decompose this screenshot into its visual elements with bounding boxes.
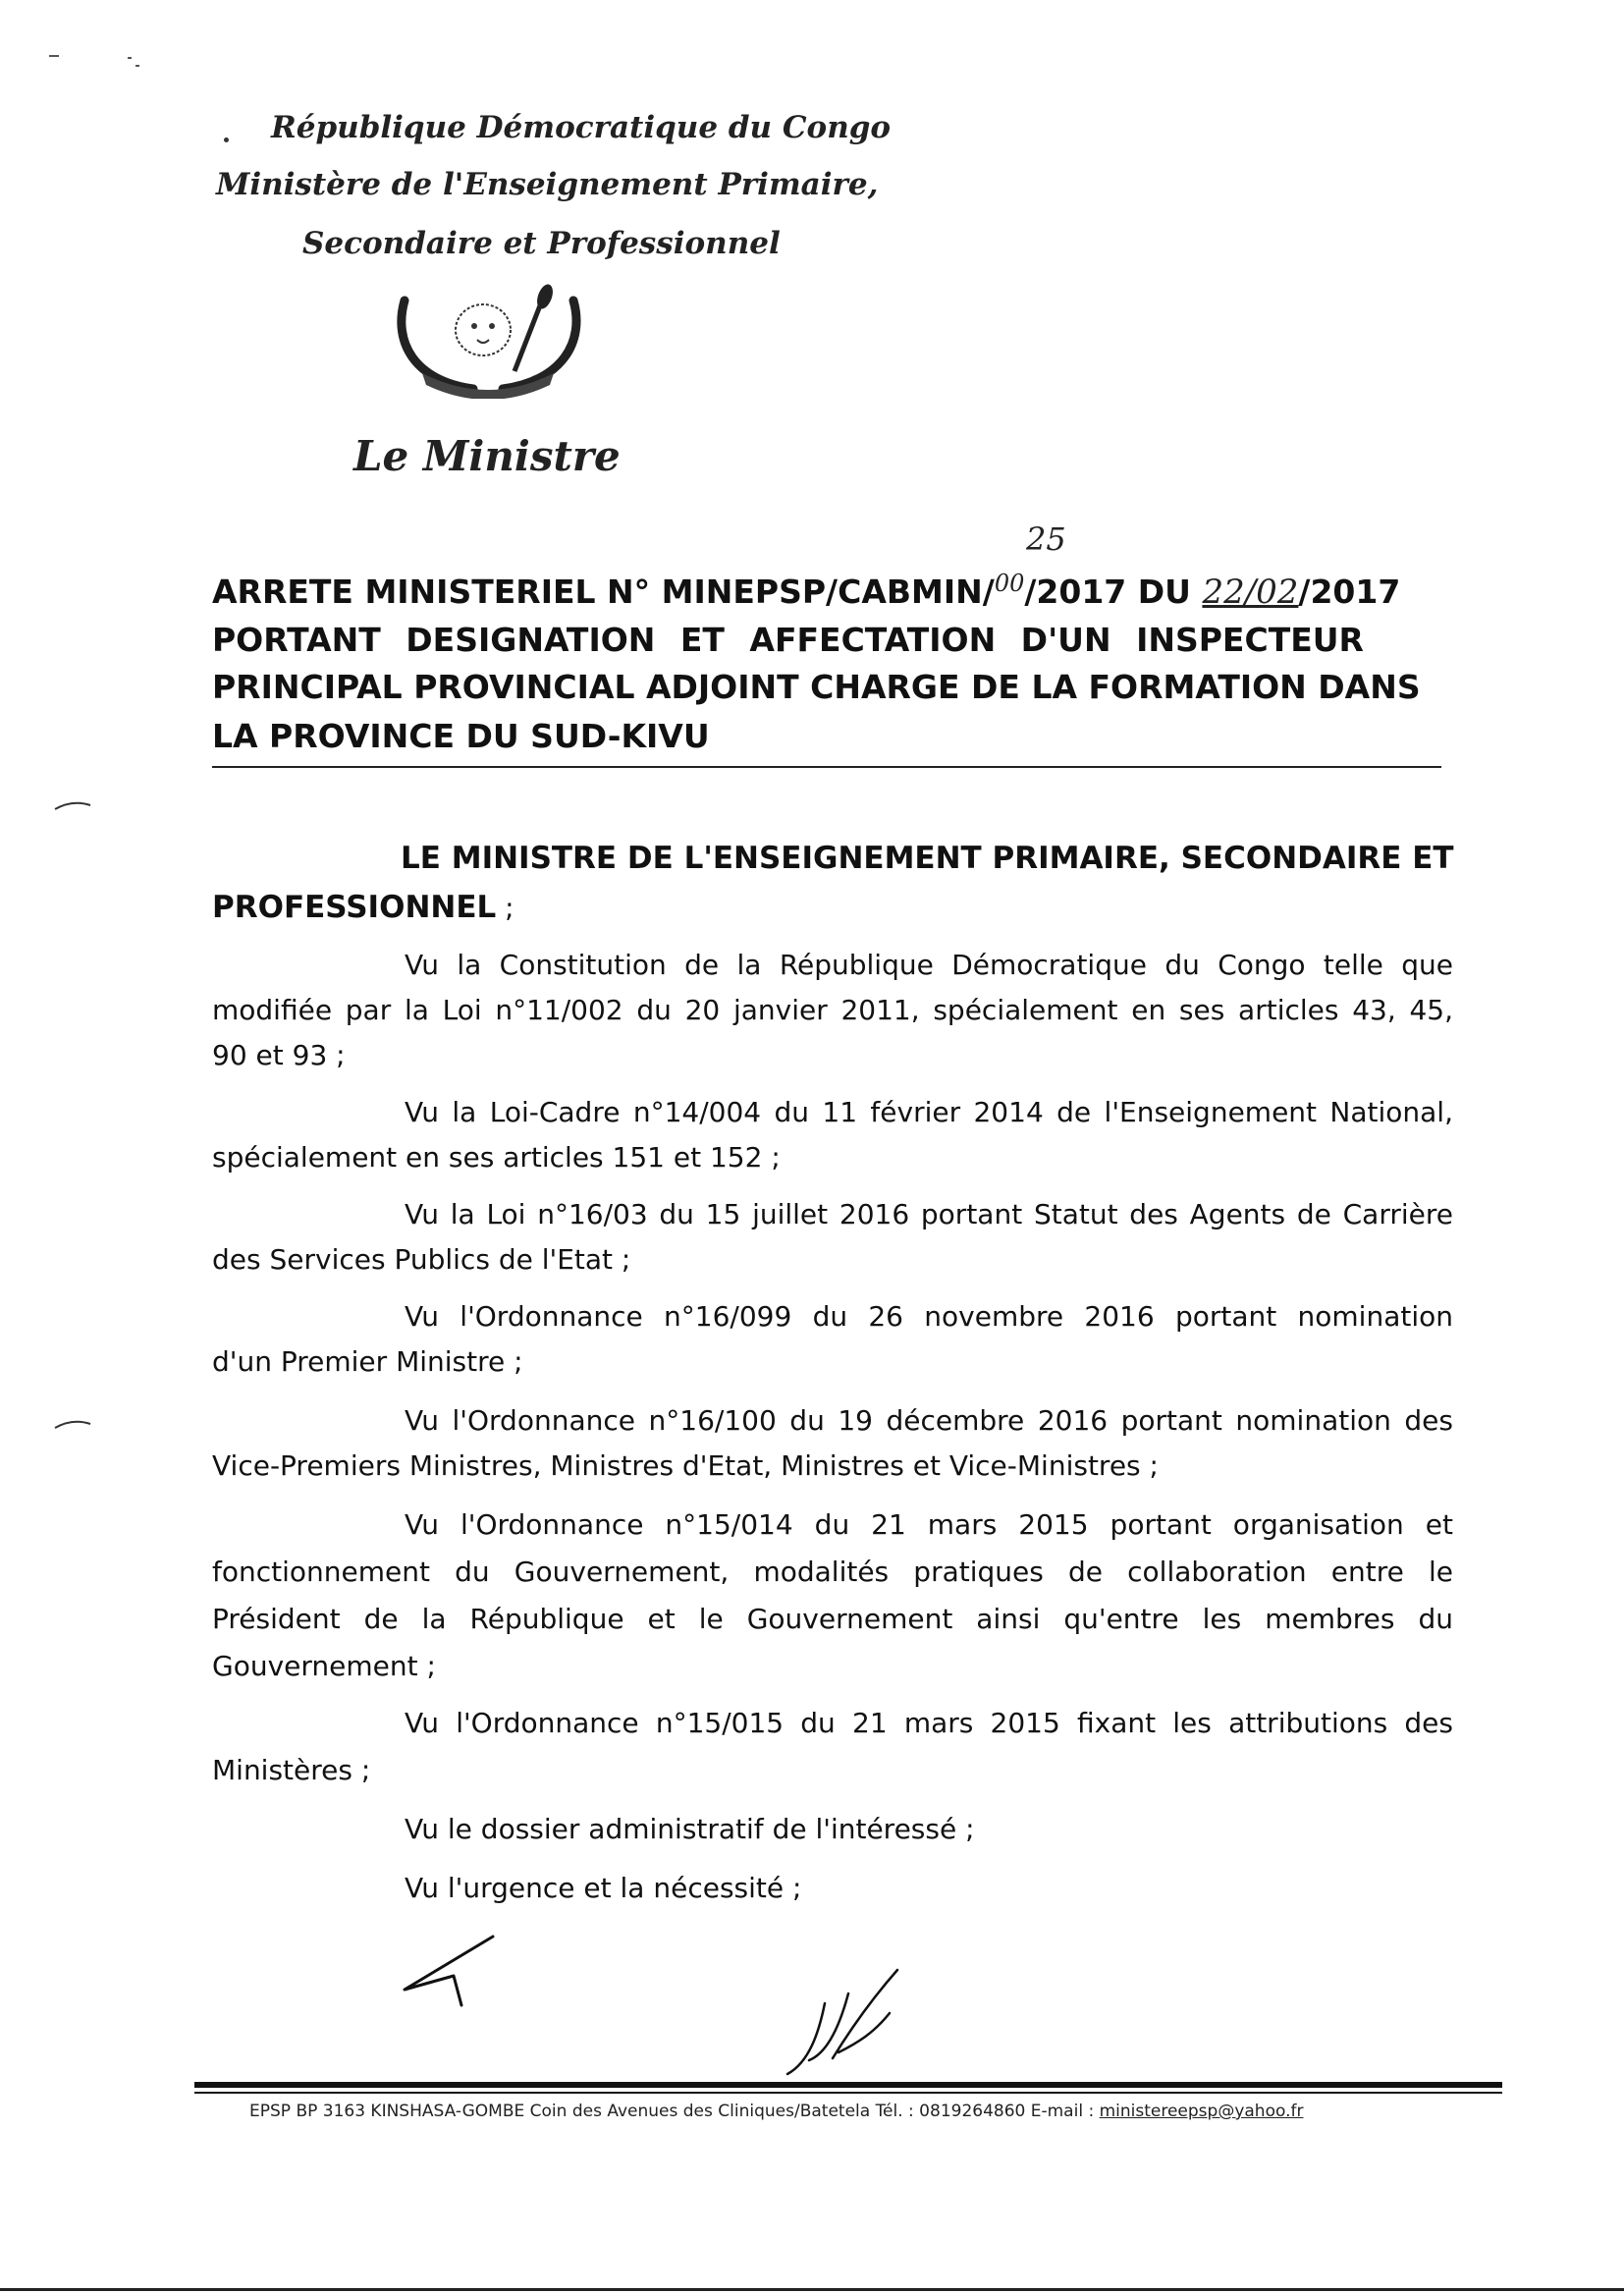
footer-rule [194,2082,1502,2088]
paragraph-loi-cadre-line-2: spécialement en ses articles 151 et 152 ; [212,1141,781,1174]
decree-title-line-3: PRINCIPAL PROVINCIAL ADJOINT CHARGE DE LA FORMATION DANS [212,668,1421,706]
paragraph-ordonnance-100-line-2: Vice-Premiers Ministres, Ministres d'Etat, Ministres et Vice-Ministres ; [212,1449,1159,1482]
scan-speck [135,65,139,67]
paragraph-statut-line-1: Vu la Loi n°16/03 du 15 juillet 2016 portant Statut des Agents de Carrière [405,1198,1453,1230]
footer-email-link[interactable]: ministereepsp@yahoo.fr [1099,2102,1304,2121]
paragraph-ordonnance-015-line-2: Ministères ; [212,1754,371,1786]
page-bottom-edge [0,2288,1624,2291]
coat-of-arms-icon [385,283,591,399]
decree-title-line-1 [212,570,1400,612]
decree-title-line-2: PORTANT DESIGNATION ET AFFECTATION D'UN INSPECTEUR [212,621,1364,659]
header-dot [224,137,229,142]
scan-speck [128,57,132,59]
handwritten-number: 00 [994,570,1025,597]
paragraph-constitution-line-2: modifiée par la Loi n°11/002 du 20 janvier 2011, spécialement en ses articles 43, 45, [212,994,1453,1026]
paragraph-loi-cadre-line-1: Vu la Loi-Cadre n°14/004 du 11 février 2014 de l'Enseignement National, [405,1096,1453,1128]
intro-line-2 [212,890,514,925]
paragraph-ordonnance-100-line-1: Vu l'Ordonnance n°16/100 du 19 décembre 2016 portant nomination des [405,1404,1453,1437]
footer-address [249,2102,1303,2121]
intro-semicolon: ; [496,892,514,924]
paragraph-ordonnance-099-line-2: d'un Premier Ministre ; [212,1345,523,1378]
paragraph-ordonnance-014-line-2: fonctionnement du Gouvernement, modalités pratiques de collaboration entre le [212,1556,1453,1588]
paragraph-urgence: Vu l'urgence et la nécessité ; [405,1872,802,1904]
paragraph-constitution-line-3: 90 et 93 ; [212,1039,346,1071]
margin-mark [53,1416,92,1432]
header-ministry: Ministère de l'Enseignement Primaire, [216,167,879,202]
paragraph-ordonnance-014-line-1: Vu l'Ordonnance n°15/014 du 21 mars 2015 portant organisation et [405,1508,1453,1541]
footer-rule-thin [194,2092,1502,2094]
handwritten-number-top: 25 [1026,520,1066,558]
decree-number-prefix: ARRETE MINISTERIEL N° MINEPSP/CABMIN/ [212,573,995,611]
decree-title-line-4: LA PROVINCE DU SUD-KIVU [212,717,710,755]
paragraph-ordonnance-014-line-3: Président de la République et le Gouvernement ainsi qu'entre les membres du [212,1603,1453,1635]
intro-professionnel: PROFESSIONNEL [212,890,497,925]
footer-address-text: EPSP BP 3163 KINSHASA-GOMBE Coin des Avenues des Cliniques/Batetela Tél. : 0819264860 E-mail : [249,2102,1100,2121]
paragraph-ordonnance-099-line-1: Vu l'Ordonnance n°16/099 du 26 novembre 2016 portant nomination [405,1300,1453,1333]
paragraph-ordonnance-014-line-4: Gouvernement ; [212,1650,436,1682]
minister-title: Le Ministre [353,432,621,480]
intro-line-1: LE MINISTRE DE L'ENSEIGNEMENT PRIMAIRE, SECONDAIRE ET [401,841,1454,876]
scan-speck [49,55,59,57]
paragraph-dossier: Vu le dossier administratif de l'intéressé ; [405,1813,975,1845]
paragraph-constitution-line-1: Vu la Constitution de la République Démocratique du Congo telle que [405,949,1453,981]
header-ministry-sub: Secondaire et Professionnel [302,226,781,261]
handwritten-initial [385,1931,513,2009]
handwritten-signature [780,1964,917,2082]
paragraph-ordonnance-015-line-1: Vu l'Ordonnance n°15/015 du 21 mars 2015 fixant les attributions des [405,1707,1453,1739]
margin-mark [53,797,92,813]
header-country: République Démocratique du Congo [271,110,892,145]
title-underline [212,766,1441,768]
paragraph-statut-line-2: des Services Publics de l'Etat ; [212,1243,631,1276]
decree-year: /2017 DU [1024,573,1203,611]
handwritten-date: 22/02 [1202,573,1299,612]
decree-date-year: /2017 [1298,573,1401,611]
